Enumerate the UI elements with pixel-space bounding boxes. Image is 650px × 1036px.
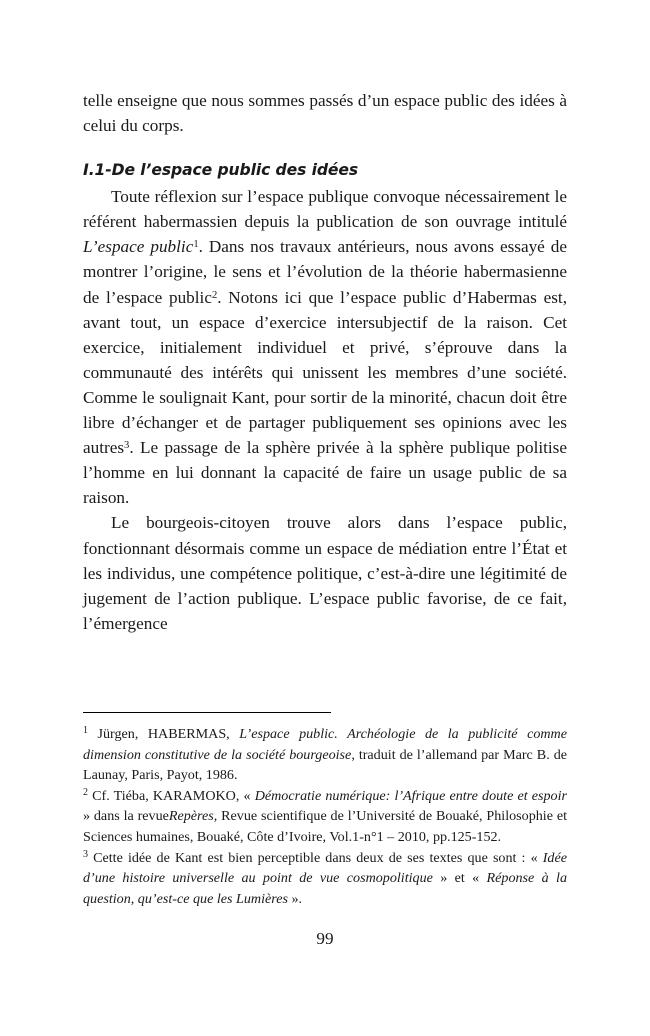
- footnote-2-italic-1: Démocratie numérique: l’Afrique entre doute et espoir: [254, 787, 567, 804]
- paragraph-2-text: Le bourgeois-citoyen trouve alors dans l’espace public, fonctionnant désormais comme un espace de médiation entre l’État et les individus, une compétence politique, c’est-à-dire une légitimité de jugement de l’action publique. L’espace public favorise, de ce fait, l’émergence: [83, 513, 567, 633]
- footnote-separator-rule: [83, 712, 331, 713]
- footnote-ref-2[interactable]: 2: [211, 289, 218, 301]
- section-heading: [83, 160, 567, 180]
- intro-paragraph-text: telle enseigne que nous sommes passés d’un espace public des idées à celui du corps.: [83, 91, 567, 136]
- footnote-2-segment-1: Cf. Tiéba, KARAMOKO, «: [88, 787, 255, 804]
- page-body: [83, 88, 567, 636]
- footnote-ref-1[interactable]: 1: [193, 239, 199, 251]
- paragraph-1-segment-1: Toute réflexion sur l’espace publique convoque nécessairement le référent habermassien depuis la publication de son ouvrage intitulé: [83, 187, 567, 232]
- footnote-2-marker: 2: [83, 786, 88, 798]
- footnote-2-segment-3: Revue scientifique de l’Université de Bouaké, Philosophie et Sciences humaines, Bouaké, Côte d’Ivoire, Vol.1-n°1 – 2010, pp.125-152.: [83, 808, 567, 845]
- footnote-1-segment-1: Jürgen, HABERMAS,: [88, 726, 240, 742]
- footnote-3-marker: 3: [83, 848, 88, 860]
- footnote-1-italic-1: L’espace public. Archéologie de la publicité comme dimension constitutive de la société bourgeoise: [83, 726, 567, 763]
- footnote-3-segment-3: ».: [287, 890, 303, 907]
- page-number-value: 99: [316, 929, 334, 948]
- footnote-2: [83, 786, 567, 848]
- footnote-2-segment-2: » dans la revue: [83, 808, 169, 825]
- footnote-3-italic-1: Idée d’une histoire universelle au point de vue cosmopolitique: [83, 849, 567, 887]
- section-heading-label: I.1-De l’espace public des idées: [83, 161, 359, 180]
- footnote-block: [83, 712, 567, 909]
- footnote-1-segment-2: , traduit de l’allemand par Marc B. de Launay, Paris, Payot, 1986.: [83, 746, 567, 784]
- footnote-1-marker: 1: [83, 725, 88, 736]
- paragraph-1: [83, 184, 567, 510]
- footnote-2-italic-2: Repères,: [168, 808, 218, 825]
- paragraph-1-segment-4: . Le passage de la sphère privée à la sphère publique politise l’homme en lui donnant la capacité de faire un usage public de sa raison.: [83, 438, 567, 508]
- paragraph-1-segment-3: . Notons ici que l’espace public d’Habermas est, avant tout, un espace d’exercice intersubjectif de la raison. Cet exercice, initialement individuel et privé, s’éprouve dans la communauté des intérêts qui unissent les membres d’une société. Comme le soulignait Kant, pour sortir de la minorité, chacun doit être libre d’échanger et de partager publiquement ses opinions avec les autres: [83, 287, 567, 458]
- intro-paragraph: [83, 88, 567, 138]
- paragraph-1-segment-2: . Dans nos travaux antérieurs, nous avons essayé de montrer l’origine, le sens et l’évolution de la théorie habermasienne de l’espace public: [83, 237, 567, 307]
- footnote-3-segment-1: Cette idée de Kant est bien perceptible dans deux de ses textes que sont : «: [88, 849, 543, 866]
- footnote-3: [83, 848, 567, 910]
- spacer-before-heading: [83, 138, 567, 160]
- footnote-3-italic-2: Réponse à la question, qu’est-ce que les Lumières: [83, 870, 567, 907]
- footnote-1: [83, 724, 567, 786]
- footnote-3-segment-2: » et «: [432, 870, 487, 887]
- book-title-lespace-public: L’espace public: [83, 237, 194, 257]
- page-number: [0, 928, 650, 950]
- paragraph-2: [83, 510, 567, 635]
- footnote-ref-3[interactable]: 3: [124, 440, 130, 452]
